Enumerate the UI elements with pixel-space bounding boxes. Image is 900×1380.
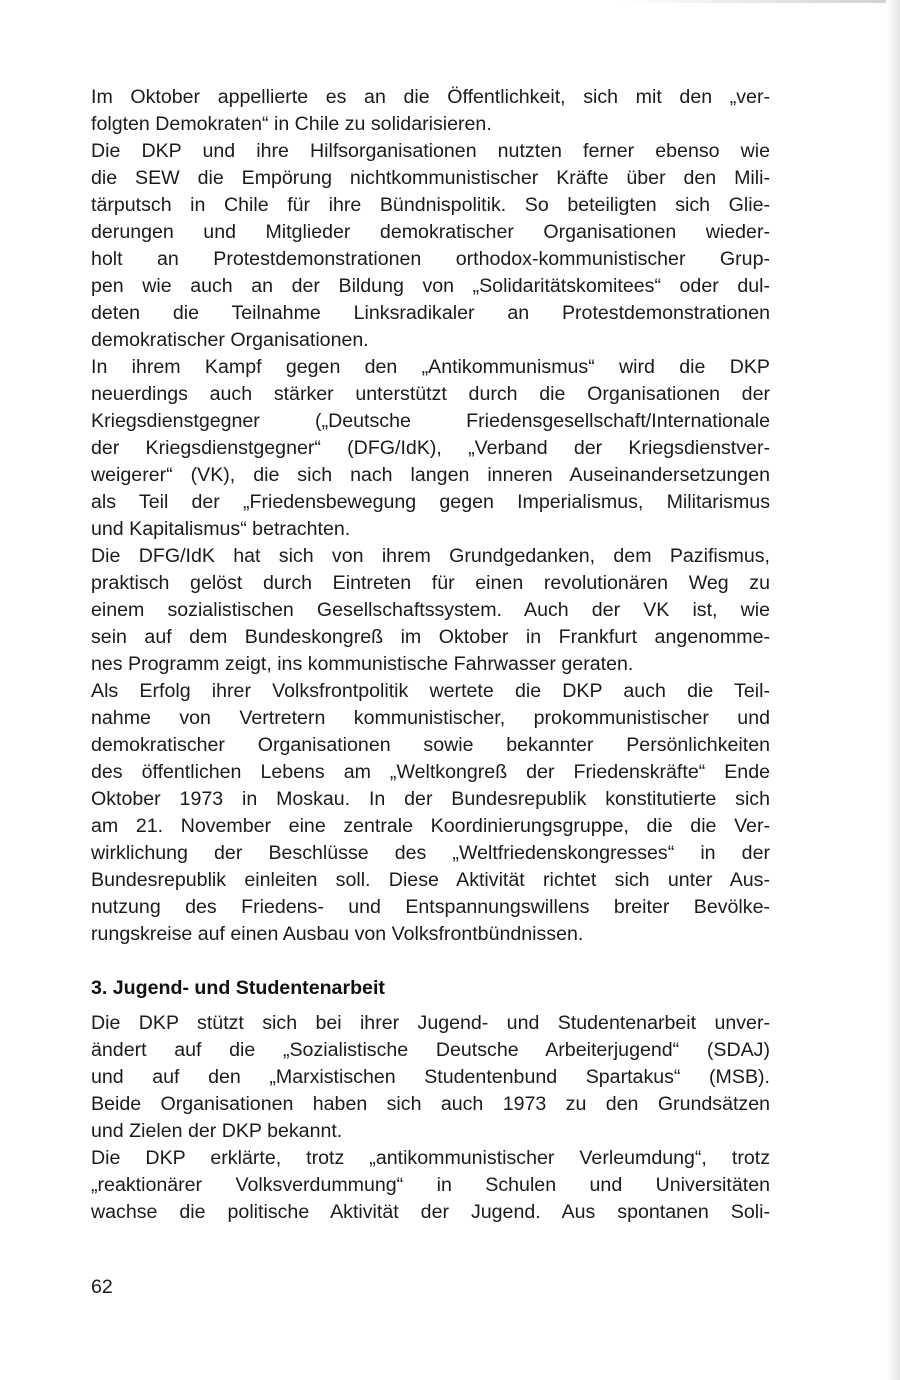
text-line: neuerdings auch stärker unterstützt durch die Organisationen der	[91, 383, 770, 405]
text-line: tärputsch in Chile für ihre Bündnispolitik. So beteiligten sich Glie-	[91, 194, 770, 216]
text-line: nes Programm zeigt, ins kommunistische Fahrwasser geraten.	[91, 653, 634, 675]
text-line: nutzung des Friedens- und Entspannungswillens breiter Bevölke-	[91, 896, 770, 918]
text-line: pen wie auch an der Bildung von „Solidaritätskomitees“ oder dul-	[91, 275, 770, 297]
text-line: nahme von Vertretern kommunistischer, prokommunistischer und	[91, 707, 770, 729]
text-line: Beide Organisationen haben sich auch 1973 zu den Grundsätzen	[91, 1093, 770, 1115]
text-line: und auf den „Marxistischen Studentenbund Spartakus“ (MSB).	[91, 1066, 770, 1088]
paragraph	[91, 1010, 770, 1145]
text-line: „reaktionärer Volksverdummung“ in Schulen und Universitäten	[91, 1174, 770, 1196]
page-edge-shadow	[886, 0, 900, 1380]
text-line: wachse die politische Aktivität der Jugend. Aus spontanen Soli-	[91, 1201, 770, 1223]
paragraph	[91, 354, 770, 543]
text-line: als Teil der „Friedensbewegung gegen Imperialismus, Militarismus	[91, 491, 770, 513]
section-heading: 3. Jugend- und Studentenarbeit	[91, 977, 385, 999]
text-line: Kriegsdienstgegner („Deutsche Friedensgesellschaft/Internationale	[91, 410, 770, 432]
text-line: und Kapitalismus“ betrachten.	[91, 518, 351, 540]
text-line: Die DFG/IdK hat sich von ihrem Grundgedanken, dem Pazifismus,	[91, 545, 770, 567]
paragraph	[91, 138, 770, 354]
text-line: Oktober 1973 in Moskau. In der Bundesrepublik konstitutierte sich	[91, 788, 770, 810]
text-line: am 21. November eine zentrale Koordinierungsgruppe, die die Ver-	[91, 815, 770, 837]
text-line: deten die Teilnahme Linksradikaler an Protestdemonstrationen	[91, 302, 770, 324]
paragraph	[91, 543, 770, 678]
text-line: der Kriegsdienstgegner“ (DFG/IdK), „Verband der Kriegsdienstver-	[91, 437, 770, 459]
text-line: Bundesrepublik einleiten soll. Diese Aktivität richtet sich unter Aus-	[91, 869, 770, 891]
page-number: 62	[91, 1276, 113, 1298]
text-line: Die DKP und ihre Hilfsorganisationen nutzten ferner ebenso wie	[91, 140, 770, 162]
text-line: praktisch gelöst durch Eintreten für einen revolutionären Weg zu	[91, 572, 770, 594]
text-block-after-heading	[91, 1010, 770, 1226]
paragraph	[91, 678, 770, 948]
text-line: Im Oktober appellierte es an die Öffentlichkeit, sich mit den „ver-	[91, 86, 770, 108]
text-line: ändert auf die „Sozialistische Deutsche Arbeiterjugend“ (SDAJ)	[91, 1039, 770, 1061]
page-body	[91, 84, 770, 1226]
text-line: Die DKP erklärte, trotz „antikommunistischer Verleumdung“, trotz	[91, 1147, 770, 1169]
text-line: holt an Protestdemonstrationen orthodox-kommunistischer Grup-	[91, 248, 770, 270]
text-line: demokratischer Organisationen.	[91, 329, 369, 351]
text-line: folgten Demokraten“ in Chile zu solidarisieren.	[91, 113, 492, 135]
page-top-edge	[620, 0, 900, 3]
text-line: Als Erfolg ihrer Volksfrontpolitik wertete die DKP auch die Teil-	[91, 680, 770, 702]
text-line: sein auf dem Bundeskongreß im Oktober in Frankfurt angenomme-	[91, 626, 770, 648]
text-line: des öffentlichen Lebens am „Weltkongreß der Friedenskräfte“ Ende	[91, 761, 770, 783]
text-line: weigerer“ (VK), die sich nach langen inneren Auseinandersetzungen	[91, 464, 770, 486]
text-line: derungen und Mitglieder demokratischer Organisationen wieder-	[91, 221, 770, 243]
text-line: rungskreise auf einen Ausbau von Volksfrontbündnissen.	[91, 923, 584, 945]
text-line: demokratischer Organisationen sowie bekannter Persönlichkeiten	[91, 734, 770, 756]
text-line: die SEW die Empörung nichtkommunistischer Kräfte über den Mili-	[91, 167, 770, 189]
text-block-before-heading	[91, 84, 770, 948]
text-line: Die DKP stützt sich bei ihrer Jugend- und Studentenarbeit unver-	[91, 1012, 770, 1034]
paragraph	[91, 84, 770, 138]
text-line: einem sozialistischen Gesellschaftssystem. Auch der VK ist, wie	[91, 599, 770, 621]
section-gap	[91, 948, 770, 975]
text-line: wirklichung der Beschlüsse des „Weltfriedenskongresses“ in der	[91, 842, 770, 864]
paragraph	[91, 1145, 770, 1226]
text-line: In ihrem Kampf gegen den „Antikommunismus“ wird die DKP	[91, 356, 770, 378]
text-line: und Zielen der DKP bekannt.	[91, 1120, 343, 1142]
